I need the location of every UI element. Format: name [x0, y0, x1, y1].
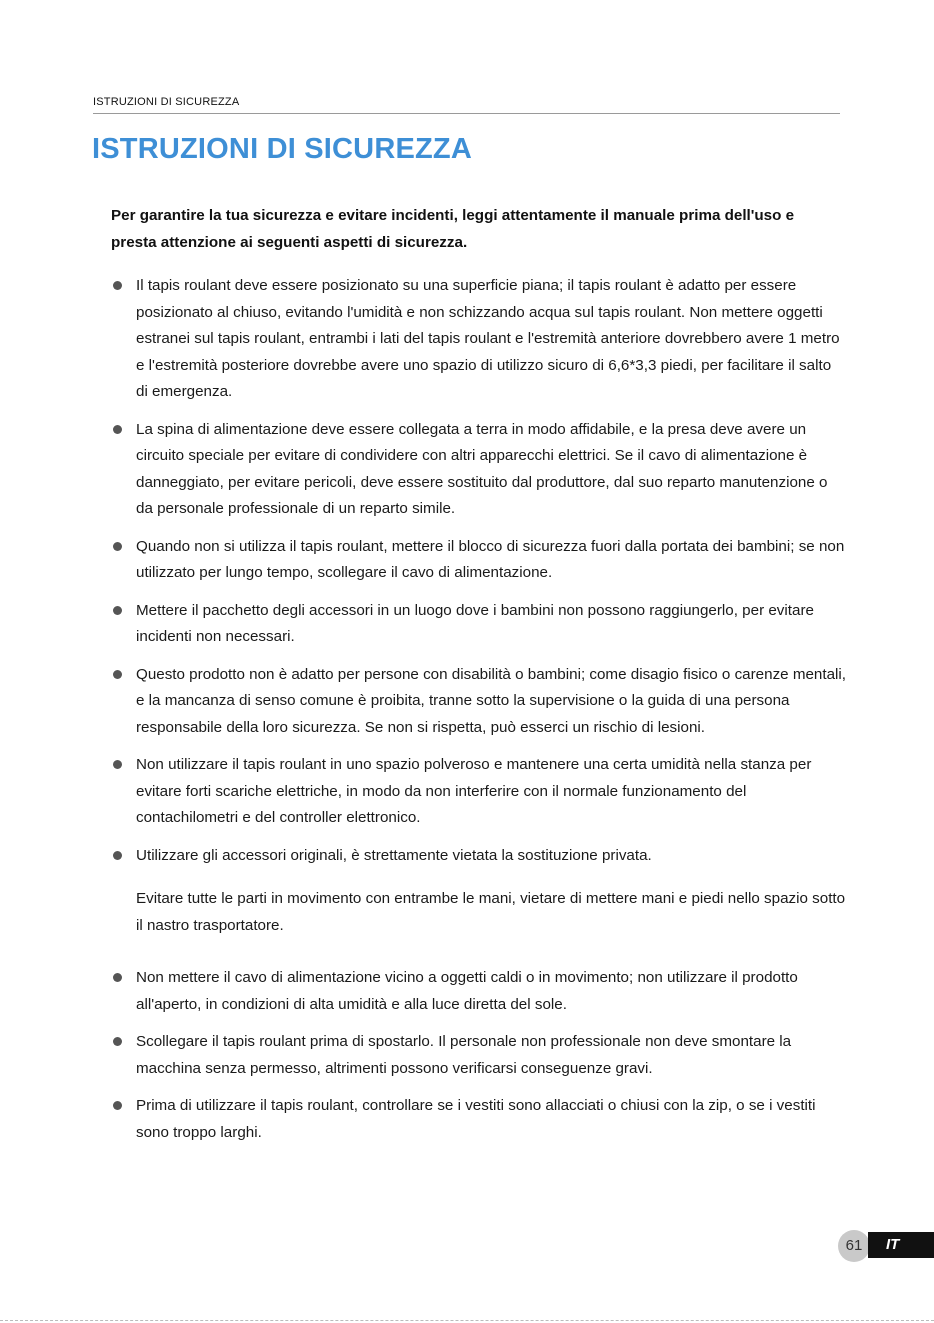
bullet-icon [113, 760, 122, 769]
running-header: ISTRUZIONI DI SICUREZZA [93, 96, 240, 108]
list-item [111, 662, 846, 742]
list-item [111, 843, 846, 940]
list-item [111, 965, 846, 1018]
list-item [111, 534, 846, 587]
bullet-icon [113, 1037, 122, 1046]
bullet-icon [113, 425, 122, 434]
list-item-text: Il tapis roulant deve essere posizionato su una superficie piana; il tapis roulant è adatto per essere posizionato al chiuso, evitando l'umidità e non schizzando acqua sul tapis roulant. Non mettere oggetti estranei sul tapis roulant, entrambi i lati del tapis roulant e l'estremità anteriore dovrebbero avere 1 metro e l'estremità posteriore dovrebbe avere uno spazio di utilizzo sicuro di 6,6*3,3 piedi, per facilitare il salto di emergenza. [136, 277, 840, 400]
header-divider [93, 113, 840, 114]
list-item-text: Utilizzare gli accessori originali, è strettamente vietata la sostituzione privata. [136, 846, 652, 864]
bullet-icon [113, 281, 122, 290]
intro-paragraph: Per garantire la tua sicurezza e evitare incidenti, leggi attentamente il manuale prima dell'uso e presta attenzione ai seguenti aspetti di sicurezza. [111, 207, 795, 251]
list-item [111, 752, 846, 832]
bullet-icon [113, 606, 122, 615]
bullet-icon [113, 1101, 122, 1110]
list-item-text: Mettere il pacchetto degli accessori in un luogo dove i bambini non possono raggiungerlo, per evitare incidenti non necessari. [136, 601, 814, 645]
bullet-icon [113, 851, 122, 860]
list-item-text: Non mettere il cavo di alimentazione vicino a oggetti caldi o in movimento; non utilizzare il prodotto all'aperto, in condizioni di alta umidità e alla luce diretta del sole. [136, 969, 798, 1013]
list-item-text: Prima di utilizzare il tapis roulant, controllare se i vestiti sono allacciati o chiusi con la zip, o se i vestiti sono troppo larghi. [136, 1097, 816, 1141]
list-item-text: Non utilizzare il tapis roulant in uno spazio polveroso e mantenere una certa umidità nella stanza per evitare forti scariche elettriche, in modo da non interferire con il normale funzionamento del contachilometri e del controller elettronico. [136, 756, 812, 826]
page-bottom-divider [0, 1320, 934, 1321]
list-item-text: Questo prodotto non è adatto per persone con disabilità o bambini; come disagio fisico o carenze mentali, e la mancanza di senso comune è proibita, tranne sotto la supervisione o la guida di una persona responsabile della loro sicurezza. Se non si rispetta, può esserci un rischio di lesioni. [136, 665, 847, 736]
list-item-text: La spina di alimentazione deve essere collegata a terra in modo affidabile, e la presa deve avere un circuito speciale per evitare di condividere con altri apparecchi elettrici. Se il cavo di alimentazione è danneggiato, per evitare pericoli, deve essere sostituito dal produttore, dal suo reparto manutenzione o da personale professionale di un reparto simile. [136, 420, 828, 517]
language-tab: IT [868, 1232, 934, 1258]
page-number-badge: 61 [838, 1230, 870, 1262]
bullet-icon [113, 542, 122, 551]
list-item [111, 598, 846, 651]
list-item-text: Quando non si utilizza il tapis roulant, mettere il blocco di sicurezza fuori dalla portata dei bambini; se non utilizzato per lungo tempo, scollegare il cavo di alimentazione. [136, 537, 845, 581]
list-item [111, 1029, 846, 1082]
list-item-text: Scollegare il tapis roulant prima di spostarlo. Il personale non professionale non deve smontare la macchina senza permesso, altrimenti possono verificarsi conseguenze gravi. [136, 1033, 792, 1077]
list-item-sub-paragraph: Evitare tutte le parti in movimento con entrambe le mani, vietare di mettere mani e piedi nello spazio sotto il nastro trasportatore. [136, 890, 846, 934]
list-item [111, 273, 846, 406]
list-item [111, 1093, 846, 1146]
page-title: ISTRUZIONI DI SICUREZZA [92, 133, 472, 165]
bullet-icon [113, 670, 122, 679]
list-item [111, 417, 846, 523]
bullet-icon [113, 973, 122, 982]
safety-instructions-list [111, 273, 846, 1157]
